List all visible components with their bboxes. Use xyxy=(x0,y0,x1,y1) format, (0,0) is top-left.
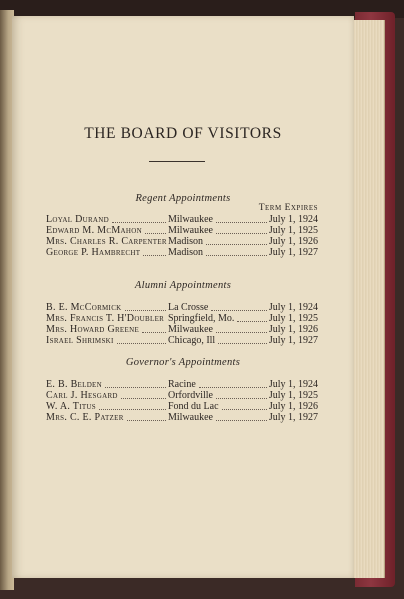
dot-leader xyxy=(211,310,267,311)
member-term: July 1, 1925 xyxy=(268,390,318,401)
member-name: Loyal Durand xyxy=(46,214,109,225)
dot-leader xyxy=(222,409,267,410)
member-row xyxy=(46,324,318,335)
member-term: July 1, 1924 xyxy=(268,302,318,313)
member-term: July 1, 1925 xyxy=(268,225,318,236)
member-term: July 1, 1927 xyxy=(268,335,318,346)
dot-leader xyxy=(125,310,166,311)
dot-leader xyxy=(216,332,267,333)
member-term: July 1, 1926 xyxy=(268,236,318,247)
section-rows-governor xyxy=(46,379,318,423)
member-name: E. B. Belden xyxy=(46,379,102,390)
member-row xyxy=(46,379,318,390)
member-name: Israel Shrimski xyxy=(46,335,114,346)
member-place: Springfield, Mo. xyxy=(168,313,235,324)
member-name: Mrs. Charles R. Carpenter xyxy=(46,236,167,247)
section-rows-regent xyxy=(46,214,318,258)
title-rule xyxy=(149,161,205,162)
member-term: July 1, 1926 xyxy=(268,401,318,412)
dot-leader xyxy=(218,343,267,344)
member-place: Fond du Lac xyxy=(168,401,219,412)
member-term: July 1, 1927 xyxy=(268,412,318,423)
dot-leader xyxy=(216,420,267,421)
member-name: B. E. McCormick xyxy=(46,302,122,313)
member-term: July 1, 1925 xyxy=(268,313,318,324)
member-row xyxy=(46,302,318,313)
dot-leader xyxy=(206,244,267,245)
member-term: July 1, 1927 xyxy=(268,247,318,258)
member-name: Mrs. Howard Greene xyxy=(46,324,140,335)
member-term: July 1, 1924 xyxy=(268,214,318,225)
member-row xyxy=(46,412,318,423)
member-name: Edward M. McMahon xyxy=(46,225,142,236)
dot-leader xyxy=(142,332,166,333)
dot-leader xyxy=(206,255,267,256)
member-name: Carl J. Hesgard xyxy=(46,390,118,401)
dot-leader xyxy=(127,420,166,421)
member-row xyxy=(46,390,318,401)
member-place: La Crosse xyxy=(168,302,209,313)
dot-leader xyxy=(199,387,267,388)
member-term: July 1, 1926 xyxy=(268,324,318,335)
member-row xyxy=(46,225,318,236)
member-row xyxy=(46,247,318,258)
page-title: THE BOARD OF VISITORS xyxy=(84,125,282,142)
dot-leader xyxy=(117,343,166,344)
dot-leader xyxy=(145,233,166,234)
dot-leader xyxy=(237,321,267,322)
term-expires-header: Term Expires xyxy=(258,203,318,213)
member-place: Madison xyxy=(168,236,203,247)
book-page xyxy=(12,16,354,578)
member-place: Milwaukee xyxy=(168,214,213,225)
dot-leader xyxy=(216,233,267,234)
member-place: Madison xyxy=(168,247,203,258)
section-heading-governor: Governor's Appointments xyxy=(125,357,241,368)
dot-leader xyxy=(99,409,166,410)
member-place: Orfordville xyxy=(168,390,213,401)
member-place: Milwaukee xyxy=(168,412,213,423)
member-place: Chicago, Ill xyxy=(168,335,216,346)
dot-leader xyxy=(105,387,166,388)
member-term: July 1, 1924 xyxy=(268,379,318,390)
section-rows-alumni xyxy=(46,302,318,346)
section-heading-alumni: Alumni Appointments xyxy=(134,280,232,291)
member-name: W. A. Titus xyxy=(46,401,96,412)
member-row xyxy=(46,313,318,324)
member-name: Mrs. Francis T. H'Doubler xyxy=(46,313,165,324)
dot-leader xyxy=(143,255,166,256)
dot-leader xyxy=(216,398,267,399)
member-row xyxy=(46,335,318,346)
page-edges xyxy=(352,20,385,578)
member-name: Mrs. C. E. Patzer xyxy=(46,412,124,423)
member-row xyxy=(46,214,318,225)
member-place: Racine xyxy=(168,379,196,390)
member-place: Milwaukee xyxy=(168,225,213,236)
dot-leader xyxy=(216,222,267,223)
dot-leader xyxy=(121,398,166,399)
dot-leader xyxy=(112,222,166,223)
member-row xyxy=(46,236,318,247)
member-row xyxy=(46,401,318,412)
section-heading-regent: Regent Appointments xyxy=(135,193,231,204)
member-place: Milwaukee xyxy=(168,324,213,335)
member-name: George P. Hambrecht xyxy=(46,247,141,258)
